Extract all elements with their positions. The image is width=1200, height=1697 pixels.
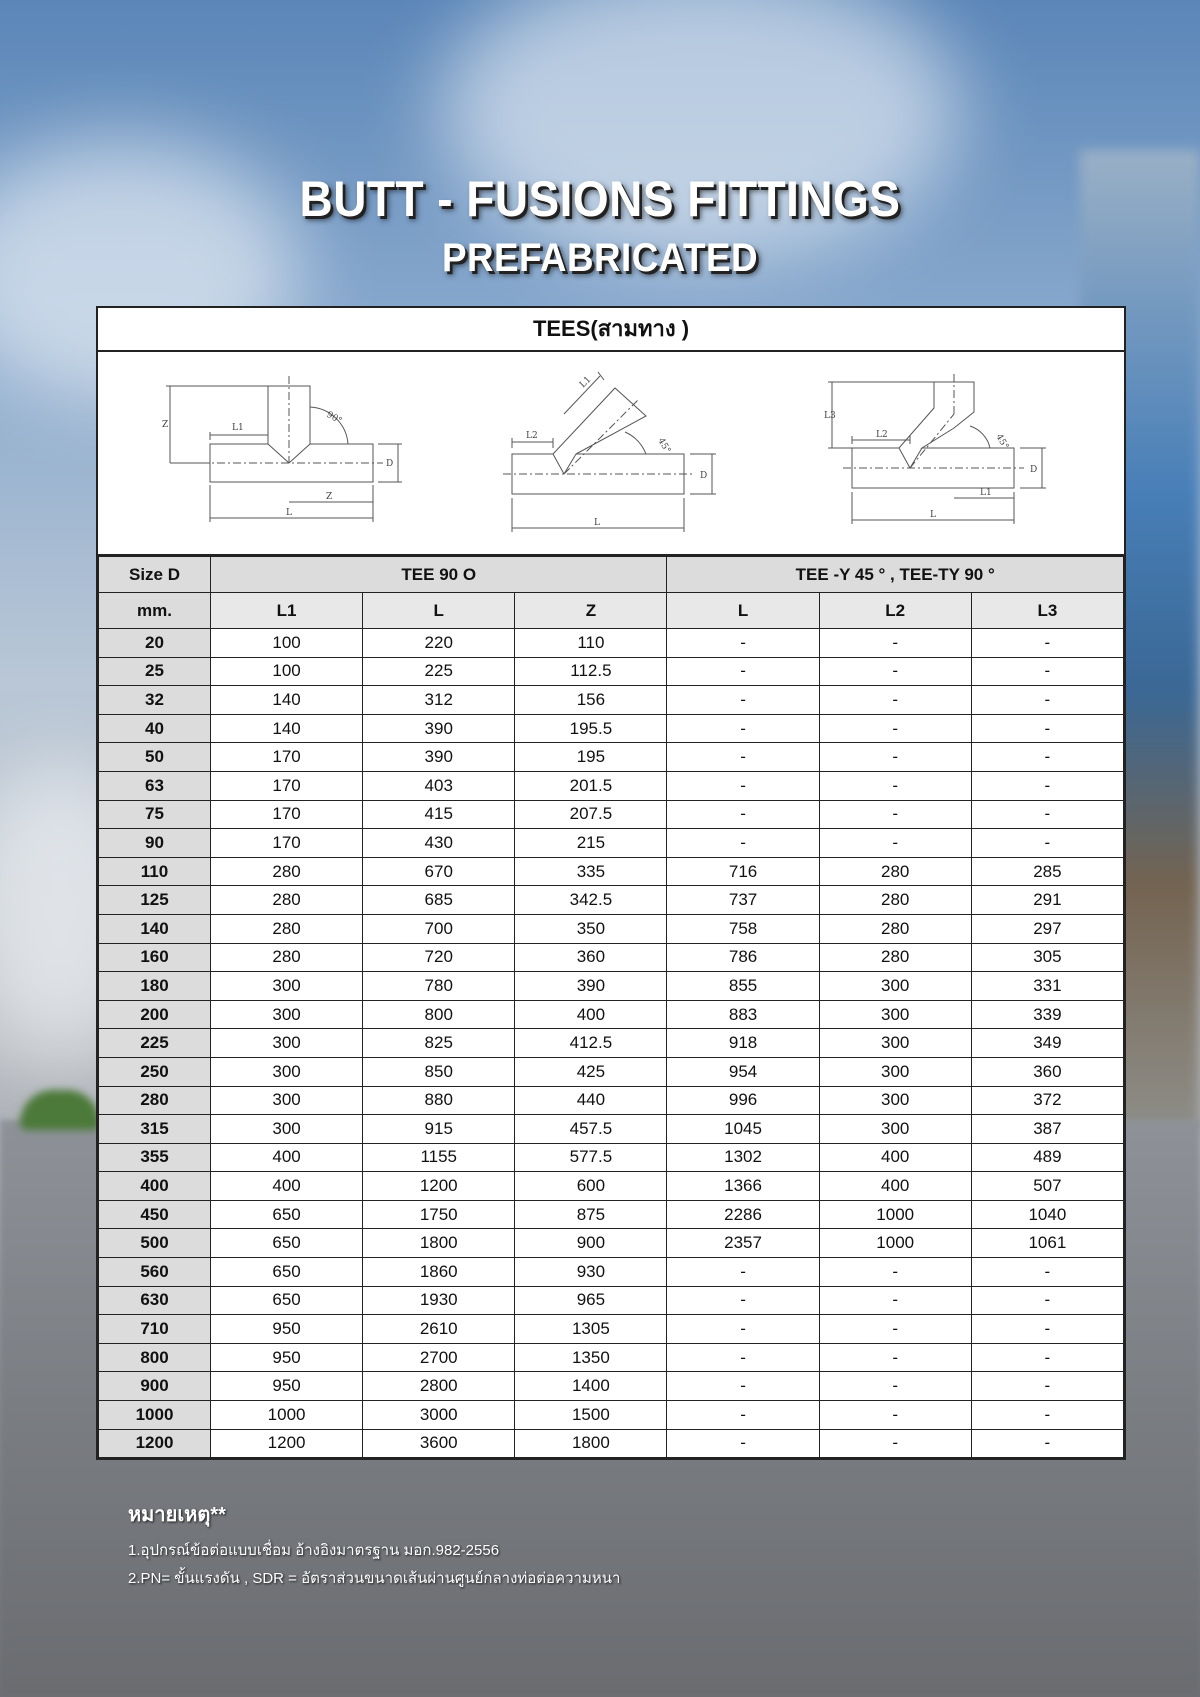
table-cell: 335 [515, 857, 667, 886]
table-cell: 390 [515, 972, 667, 1001]
table-row [99, 686, 1124, 715]
table-cell: 280 [211, 886, 363, 915]
table-cell: 201.5 [515, 771, 667, 800]
table-cell: 3600 [363, 1429, 515, 1458]
table-cell: 3000 [363, 1401, 515, 1430]
table-row [99, 800, 1124, 829]
table-row [99, 1029, 1124, 1058]
table-row [99, 1258, 1124, 1287]
table-cell: 1000 [211, 1401, 363, 1430]
table-row [99, 886, 1124, 915]
table-group-header-row [99, 557, 1124, 593]
table-cell: - [971, 771, 1123, 800]
tee-ty90-label-l1: L1 [980, 488, 992, 498]
size-cell: 900 [99, 1372, 211, 1401]
table-cell: - [971, 743, 1123, 772]
table-cell: 900 [515, 1229, 667, 1258]
table-row [99, 914, 1124, 943]
table-cell: 140 [211, 686, 363, 715]
tee-ty90-label-l3: L3 [824, 411, 836, 421]
table-row [99, 1286, 1124, 1315]
table-cell: 100 [211, 657, 363, 686]
table-cell: - [667, 1429, 819, 1458]
table-cell: 716 [667, 857, 819, 886]
table-row [99, 1315, 1124, 1344]
tee90-diagram [162, 376, 402, 522]
table-cell: 1350 [515, 1343, 667, 1372]
table-cell: 1400 [515, 1372, 667, 1401]
table-cell: 207.5 [515, 800, 667, 829]
dimension-table [98, 556, 1124, 1458]
tee-ty90-diagram [824, 374, 1046, 524]
table-cell: 918 [667, 1029, 819, 1058]
table-cell: 100 [211, 629, 363, 658]
table-cell: 425 [515, 1057, 667, 1086]
table-cell: 360 [971, 1057, 1123, 1086]
tee-y45-diagram [503, 372, 716, 532]
table-cell: 156 [515, 686, 667, 715]
table-cell: - [819, 1315, 971, 1344]
size-cell: 200 [99, 1000, 211, 1029]
tee-y45-label-d: D [700, 471, 708, 481]
table-cell: - [971, 800, 1123, 829]
table-cell: 372 [971, 1086, 1123, 1115]
header-tee-y: TEE -Y 45 ° , TEE-TY 90 ° [667, 557, 1124, 593]
table-cell: - [971, 829, 1123, 858]
page-subtitle: PREFABRICATED [441, 236, 759, 280]
table-cell: 342.5 [515, 886, 667, 915]
table-cell: - [971, 686, 1123, 715]
table-cell: 280 [211, 943, 363, 972]
table-row [99, 829, 1124, 858]
size-cell: 400 [99, 1172, 211, 1201]
table-cell: 300 [819, 1057, 971, 1086]
table-cell: 2700 [363, 1343, 515, 1372]
column-header: L [667, 593, 819, 629]
table-cell: 1800 [363, 1229, 515, 1258]
table-cell: 140 [211, 714, 363, 743]
table-cell: - [667, 629, 819, 658]
note-line: 2.PN= ขั้นแรงดัน , SDR = อัตราส่วนขนาดเส้นผ่านศูนย์กลางท่อต่อความหนา [128, 1570, 621, 1587]
page-title: BUTT - FUSIONS FITTINGS [299, 171, 901, 227]
table-row [99, 629, 1124, 658]
table-cell: 457.5 [515, 1115, 667, 1144]
table-cell: 720 [363, 943, 515, 972]
size-cell: 450 [99, 1200, 211, 1229]
size-cell: 560 [99, 1258, 211, 1287]
table-cell: 387 [971, 1115, 1123, 1144]
size-cell: 20 [99, 629, 211, 658]
table-cell: 300 [819, 972, 971, 1001]
table-cell: 2800 [363, 1372, 515, 1401]
table-cell: - [971, 1315, 1123, 1344]
table-row [99, 771, 1124, 800]
table-cell: 700 [363, 914, 515, 943]
table-cell: - [819, 743, 971, 772]
table-cell: - [667, 1372, 819, 1401]
size-cell: 90 [99, 829, 211, 858]
table-cell: 300 [819, 1029, 971, 1058]
table-cell: 312 [363, 686, 515, 715]
notes-heading: หมายเหตุ** [128, 1504, 226, 1526]
table-cell: 195 [515, 743, 667, 772]
table-cell: - [667, 1258, 819, 1287]
table-cell: 600 [515, 1172, 667, 1201]
tee-diagrams [98, 352, 1124, 554]
table-cell: 220 [363, 629, 515, 658]
background-tree [20, 1090, 100, 1130]
table-cell: 2610 [363, 1315, 515, 1344]
size-cell: 630 [99, 1286, 211, 1315]
table-cell: 507 [971, 1172, 1123, 1201]
table-cell: 1930 [363, 1286, 515, 1315]
note-line: 1.อุปกรณ์ข้อต่อแบบเชื่อม อ้างอิงมาตรฐาน มอก.982-2556 [128, 1542, 500, 1559]
column-header: L2 [819, 593, 971, 629]
table-cell: 2286 [667, 1200, 819, 1229]
table-cell: 685 [363, 886, 515, 915]
table-cell: 737 [667, 886, 819, 915]
table-cell: 400 [211, 1172, 363, 1201]
table-cell: - [667, 714, 819, 743]
tee90-label-l1: L1 [232, 423, 244, 433]
table-cell: 339 [971, 1000, 1123, 1029]
table-cell: - [667, 771, 819, 800]
table-cell: 825 [363, 1029, 515, 1058]
table-cell: 291 [971, 886, 1123, 915]
tee90-label-z: Z [326, 492, 333, 502]
table-row [99, 1229, 1124, 1258]
size-cell: 250 [99, 1057, 211, 1086]
table-cell: 2357 [667, 1229, 819, 1258]
table-cell: 300 [211, 1086, 363, 1115]
table-cell: 170 [211, 800, 363, 829]
table-cell: - [819, 686, 971, 715]
table-cell: - [819, 714, 971, 743]
size-cell: 710 [99, 1315, 211, 1344]
size-cell: 63 [99, 771, 211, 800]
table-cell: 415 [363, 800, 515, 829]
table-cell: - [819, 829, 971, 858]
table-row [99, 1086, 1124, 1115]
size-cell: 110 [99, 857, 211, 886]
table-cell: 786 [667, 943, 819, 972]
table-cell: 280 [819, 943, 971, 972]
table-cell: 300 [211, 1115, 363, 1144]
table-cell: 883 [667, 1000, 819, 1029]
column-header: Z [515, 593, 667, 629]
table-cell: 800 [363, 1000, 515, 1029]
table-cell: 1800 [515, 1429, 667, 1458]
table-cell: 285 [971, 857, 1123, 886]
table-cell: 855 [667, 972, 819, 1001]
table-row [99, 1200, 1124, 1229]
table-cell: 350 [515, 914, 667, 943]
table-cell: - [819, 800, 971, 829]
table-cell: 215 [515, 829, 667, 858]
table-row [99, 1143, 1124, 1172]
table-cell: 930 [515, 1258, 667, 1287]
table-cell: 225 [363, 657, 515, 686]
tees-table-card [96, 306, 1126, 1460]
tee-ty90-label-l2: L2 [876, 430, 888, 440]
table-cell: 950 [211, 1343, 363, 1372]
size-cell: 125 [99, 886, 211, 915]
table-cell: 360 [515, 943, 667, 972]
size-cell: 500 [99, 1229, 211, 1258]
table-row [99, 1115, 1124, 1144]
table-cell: 915 [363, 1115, 515, 1144]
table-cell: 280 [819, 914, 971, 943]
table-cell: - [971, 1343, 1123, 1372]
table-cell: 400 [819, 1143, 971, 1172]
table-cell: 300 [819, 1086, 971, 1115]
table-cell: - [819, 1429, 971, 1458]
tee90-label-angle: 90° [324, 409, 344, 427]
table-cell: - [971, 629, 1123, 658]
table-cell: 390 [363, 743, 515, 772]
size-cell: 75 [99, 800, 211, 829]
table-cell: - [667, 686, 819, 715]
table-cell: 430 [363, 829, 515, 858]
table-cell: - [667, 1401, 819, 1430]
table-cell: 650 [211, 1286, 363, 1315]
table-cell: 280 [819, 886, 971, 915]
table-cell: 170 [211, 743, 363, 772]
table-cell: 300 [211, 1000, 363, 1029]
table-column-header-row [99, 593, 1124, 629]
table-cell: 880 [363, 1086, 515, 1115]
column-header: L1 [211, 593, 363, 629]
table-cell: 110 [515, 629, 667, 658]
table-cell: - [971, 657, 1123, 686]
table-cell: 300 [211, 972, 363, 1001]
table-row [99, 943, 1124, 972]
table-cell: 1302 [667, 1143, 819, 1172]
table-cell: 875 [515, 1200, 667, 1229]
table-cell: - [971, 714, 1123, 743]
table-cell: - [667, 1315, 819, 1344]
table-cell: 300 [819, 1115, 971, 1144]
table-cell: 280 [819, 857, 971, 886]
table-cell: - [971, 1372, 1123, 1401]
size-cell: 800 [99, 1343, 211, 1372]
table-cell: 670 [363, 857, 515, 886]
section-title: TEES(สามทาง ) [98, 308, 1124, 352]
column-header: mm. [99, 593, 211, 629]
table-cell: - [819, 1372, 971, 1401]
table-cell: 1045 [667, 1115, 819, 1144]
table-cell: 349 [971, 1029, 1123, 1058]
table-cell: 950 [211, 1372, 363, 1401]
table-cell: 400 [515, 1000, 667, 1029]
table-cell: 300 [211, 1057, 363, 1086]
tee90-label-l: L [286, 508, 292, 518]
tee-ty90-label-angle: 45° [993, 432, 1011, 452]
size-cell: 1000 [99, 1401, 211, 1430]
table-cell: - [819, 1258, 971, 1287]
tee90-label-z-side: Z [162, 420, 169, 430]
table-cell: 780 [363, 972, 515, 1001]
table-cell: - [819, 1343, 971, 1372]
column-header: L [363, 593, 515, 629]
table-row [99, 657, 1124, 686]
table-cell: 996 [667, 1086, 819, 1115]
table-cell: - [667, 657, 819, 686]
table-cell: 400 [211, 1143, 363, 1172]
table-row [99, 857, 1124, 886]
size-cell: 40 [99, 714, 211, 743]
table-row [99, 1172, 1124, 1201]
table-cell: 950 [211, 1315, 363, 1344]
table-row [99, 1372, 1124, 1401]
column-header: L3 [971, 593, 1123, 629]
tee-y45-label-l: L [594, 518, 600, 528]
table-cell: 489 [971, 1143, 1123, 1172]
size-cell: 1200 [99, 1429, 211, 1458]
table-cell: - [667, 1343, 819, 1372]
table-cell: 650 [211, 1229, 363, 1258]
table-cell: - [667, 800, 819, 829]
table-cell: 1000 [819, 1229, 971, 1258]
header-size: Size D [99, 557, 211, 593]
table-cell: - [667, 743, 819, 772]
table-cell: - [971, 1258, 1123, 1287]
table-cell: 170 [211, 771, 363, 800]
table-cell: 650 [211, 1200, 363, 1229]
table-cell: 1305 [515, 1315, 667, 1344]
table-cell: 954 [667, 1057, 819, 1086]
table-row [99, 714, 1124, 743]
size-cell: 225 [99, 1029, 211, 1058]
table-cell: 758 [667, 914, 819, 943]
tee-y45-label-angle: 45° [655, 436, 673, 456]
table-row [99, 1000, 1124, 1029]
table-cell: 965 [515, 1286, 667, 1315]
size-cell: 140 [99, 914, 211, 943]
tee-ty90-label-d: D [1030, 465, 1038, 475]
table-cell: 390 [363, 714, 515, 743]
table-cell: 1000 [819, 1200, 971, 1229]
table-cell: 300 [819, 1000, 971, 1029]
tee90-label-d: D [386, 459, 394, 469]
notes-section [128, 1498, 620, 1594]
table-cell: 1750 [363, 1200, 515, 1229]
table-cell: - [667, 829, 819, 858]
table-cell: 1860 [363, 1258, 515, 1287]
table-cell: - [819, 1286, 971, 1315]
table-cell: 1040 [971, 1200, 1123, 1229]
table-cell: 297 [971, 914, 1123, 943]
table-row [99, 1429, 1124, 1458]
table-row [99, 1343, 1124, 1372]
table-row [99, 972, 1124, 1001]
table-cell: - [971, 1286, 1123, 1315]
table-cell: 195.5 [515, 714, 667, 743]
size-cell: 180 [99, 972, 211, 1001]
table-row [99, 743, 1124, 772]
size-cell: 50 [99, 743, 211, 772]
table-cell: - [819, 657, 971, 686]
table-cell: 1200 [363, 1172, 515, 1201]
size-cell: 280 [99, 1086, 211, 1115]
table-cell: - [819, 629, 971, 658]
table-cell: - [971, 1401, 1123, 1430]
table-cell: 1061 [971, 1229, 1123, 1258]
table-cell: 440 [515, 1086, 667, 1115]
table-cell: 1155 [363, 1143, 515, 1172]
table-cell: 280 [211, 857, 363, 886]
tee-y45-label-l1: L1 [578, 374, 594, 391]
size-cell: 355 [99, 1143, 211, 1172]
table-cell: 300 [211, 1029, 363, 1058]
header-tee-90: TEE 90 O [211, 557, 667, 593]
table-row [99, 1401, 1124, 1430]
table-cell: 280 [211, 914, 363, 943]
table-cell: - [819, 771, 971, 800]
table-cell: 170 [211, 829, 363, 858]
table-cell: 112.5 [515, 657, 667, 686]
table-cell: 305 [971, 943, 1123, 972]
table-cell: 400 [819, 1172, 971, 1201]
table-cell: 403 [363, 771, 515, 800]
size-cell: 32 [99, 686, 211, 715]
size-cell: 315 [99, 1115, 211, 1144]
table-cell: 412.5 [515, 1029, 667, 1058]
table-cell: - [667, 1286, 819, 1315]
tee-y45-label-l2: L2 [526, 431, 538, 441]
table-cell: 1500 [515, 1401, 667, 1430]
table-body [99, 629, 1124, 1458]
table-cell: 850 [363, 1057, 515, 1086]
table-cell: 577.5 [515, 1143, 667, 1172]
diagram-panel [98, 352, 1124, 556]
table-cell: 331 [971, 972, 1123, 1001]
size-cell: 25 [99, 657, 211, 686]
tee-ty90-label-l: L [930, 510, 936, 520]
size-cell: 160 [99, 943, 211, 972]
table-row [99, 1057, 1124, 1086]
table-cell: 1200 [211, 1429, 363, 1458]
table-cell: 650 [211, 1258, 363, 1287]
table-cell: - [971, 1429, 1123, 1458]
table-cell: 1366 [667, 1172, 819, 1201]
table-cell: - [819, 1401, 971, 1430]
